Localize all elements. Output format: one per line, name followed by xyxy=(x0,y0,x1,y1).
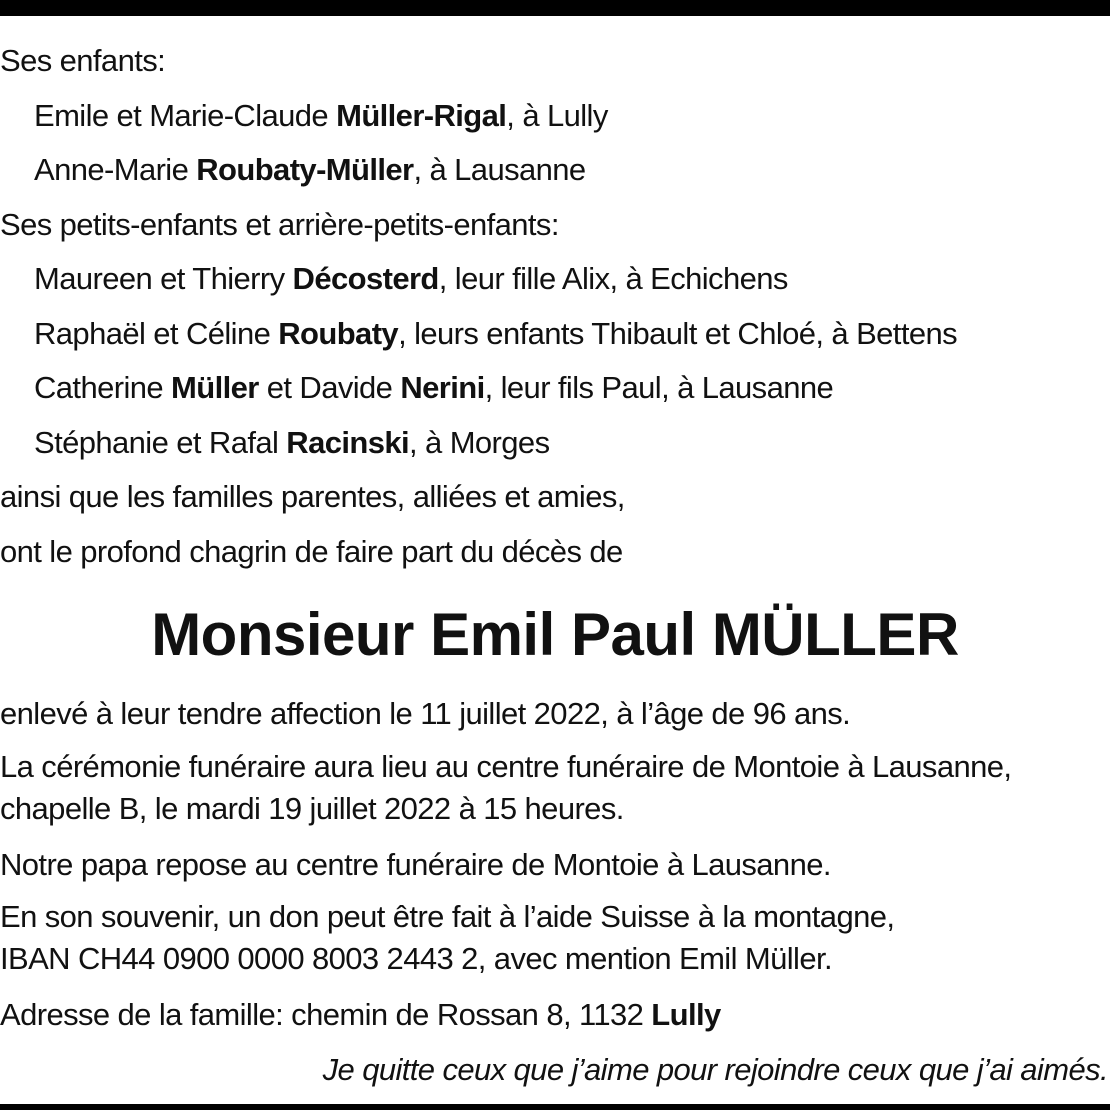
address-text: Adresse de la famille: chemin de Rossan 8, 1132 xyxy=(0,997,652,1032)
grandchild-entry-text: Raphaël et Céline xyxy=(34,315,279,351)
passing-line: enlevé à leur tendre affection le 11 juillet 2022, à l’âge de 96 ans. xyxy=(0,696,851,731)
grandchild-surname: Racinski xyxy=(286,424,410,460)
families-line: ainsi que les familles parentes, alliées et amies, xyxy=(0,479,625,514)
closing-quote: Je quitte ceux que j’aime pour rejoindre ceux que j’ai aimés. xyxy=(322,1051,1108,1087)
donation-line: En son souvenir, un don peut être fait à l’aide Suisse à la montagne, xyxy=(0,899,895,934)
ceremony-line: chapelle B, le mardi 19 juillet 2022 à 15 heures. xyxy=(0,790,624,826)
grandchild-surname: Roubaty xyxy=(278,315,399,351)
child-surname: Müller-Rigal xyxy=(336,97,507,133)
child-entry xyxy=(0,147,1110,202)
donation-paragraph xyxy=(0,896,1110,980)
top-rule xyxy=(0,0,1110,16)
address-town: Lully xyxy=(651,997,721,1032)
grandchild-entry xyxy=(0,420,1110,475)
announcement-line: ont le profond chagrin de faire part du décès de xyxy=(0,533,623,569)
grandchild-entry-location: , à Morges xyxy=(409,424,550,460)
grandchild-surname: Müller xyxy=(171,370,259,405)
deceased-name: Monsieur Emil Paul MÜLLER xyxy=(151,601,959,668)
grandchild-entry-location: , leur fils Paul, à Lausanne xyxy=(484,370,834,405)
grandchild-entry-location: , leur fille Alix, à Echichens xyxy=(438,261,788,296)
grandchild-entry xyxy=(0,365,1110,420)
grandchildren-heading: Ses petits-enfants et arrière-petits-enfants: xyxy=(0,206,559,242)
child-surname: Roubaty-Müller xyxy=(196,152,414,187)
child-entry-text: Anne-Marie xyxy=(34,152,197,187)
grandchild-entry-text: Maureen et Thierry xyxy=(34,261,293,296)
child-entry-location: , à Lausanne xyxy=(413,152,586,187)
grandchild-entry-text: et Davide xyxy=(258,370,401,405)
grandchild-surname: Décosterd xyxy=(292,261,439,296)
children-heading: Ses enfants: xyxy=(0,43,166,78)
obituary-notice xyxy=(0,38,1110,1101)
family-address xyxy=(0,992,1110,1047)
bottom-rule xyxy=(0,1104,1110,1110)
grandchild-entry xyxy=(0,311,1110,366)
grandchild-entry-text: Catherine xyxy=(34,370,172,405)
donation-line: IBAN CH44 0900 0000 8003 2443 2, avec mention Emil Müller. xyxy=(0,941,832,976)
grandchild-surname: Nerini xyxy=(400,370,485,405)
child-entry xyxy=(0,93,1110,148)
ceremony-paragraph xyxy=(0,746,1110,830)
grandchild-entry-text: Stéphanie et Rafal xyxy=(34,424,287,460)
child-entry-text: Emile et Marie-Claude xyxy=(34,97,337,133)
grandchild-entry xyxy=(0,256,1110,311)
grandchild-entry-location: , leurs enfants Thibault et Chloé, à Bettens xyxy=(398,315,958,351)
rest-line: Notre papa repose au centre funéraire de Montoie à Lausanne. xyxy=(0,846,831,882)
child-entry-location: , à Lully xyxy=(506,97,608,133)
ceremony-line: La cérémonie funéraire aura lieu au centre funéraire de Montoie à Lausanne, xyxy=(0,748,1012,784)
